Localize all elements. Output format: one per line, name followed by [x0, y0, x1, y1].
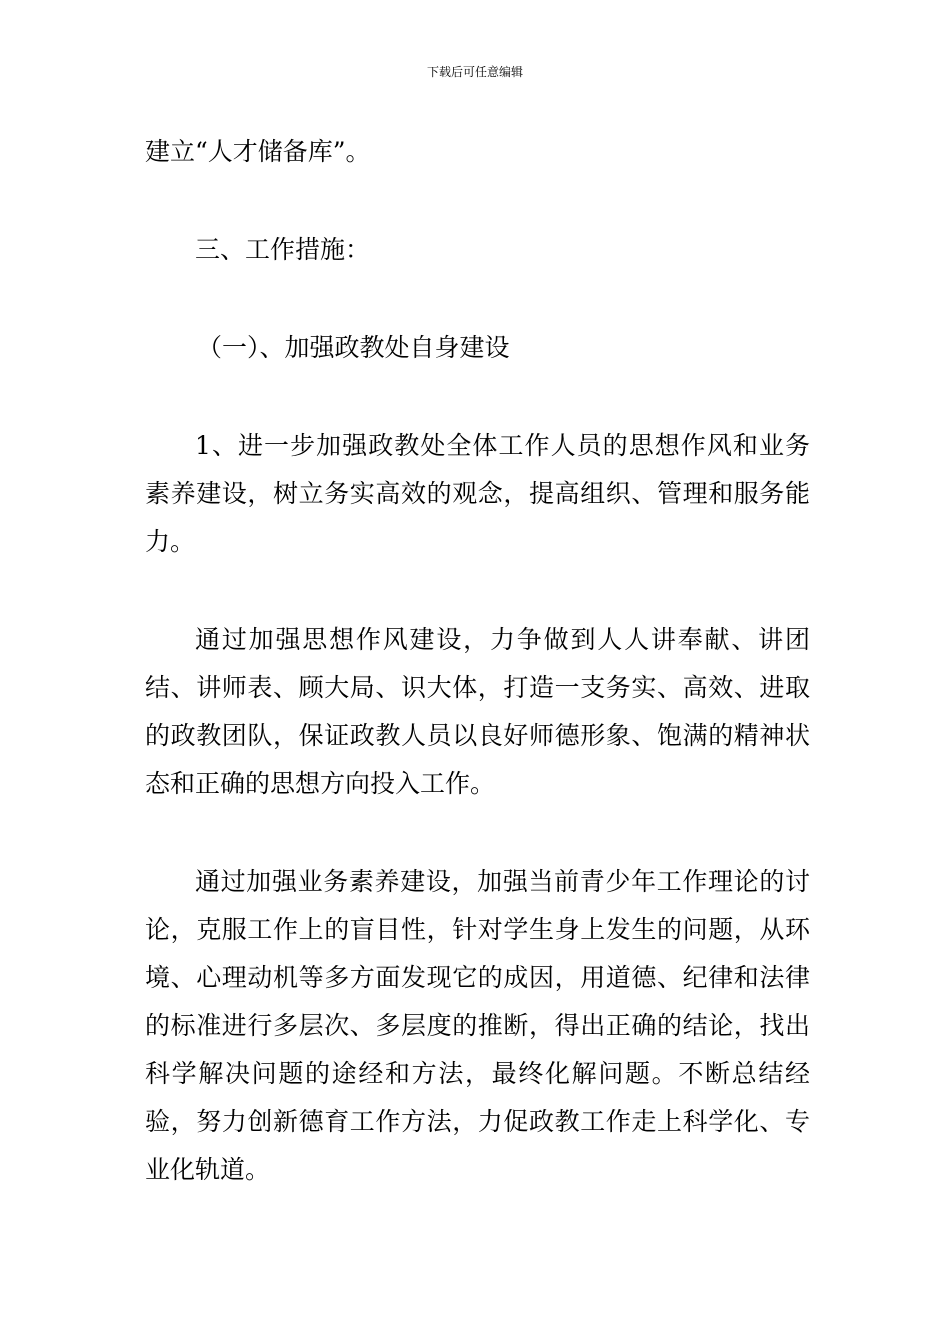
- ideology-paragraph: 通过加强思想作风建设，力争做到人人讲奉献、讲团结、讲师表、顾大局、识大体，打造一支务实、高效、进取的政教团队，保证政教人员以良好师德形象、饱满的精神状态和正确的思想方向投入工作。: [145, 625, 810, 798]
- sub-heading: （一）、加强政教处自身建设: [197, 333, 510, 362]
- section-heading: 三、工作措施：: [195, 235, 371, 264]
- page-header-note: 下载后可任意编辑: [426, 65, 523, 79]
- item-1-paragraph: 1、进一步加强政教处全体工作人员的思想作风和业务素养建设，树立务实高效的观念，提高组织、管理和服务能力。: [145, 431, 810, 556]
- business-paragraph: 通过加强业务素养建设，加强当前青少年工作理论的讨论，克服工作上的盲目性，针对学生身上发生的问题，从环境、心理动机等多方面发现它的成因，用道德、纪律和法律的标准进行多层次、多层度的推断，得出正确的结论，找出科学解决问题的途经和方法，最终化解问题。不断总结经验，努力创新德育工作方法，力促政教工作走上科学化、专业化轨道。: [145, 867, 810, 1184]
- intro-tail-paragraph: 建立“人才储备库”。: [145, 137, 371, 166]
- document-body: [145, 128, 810, 1194]
